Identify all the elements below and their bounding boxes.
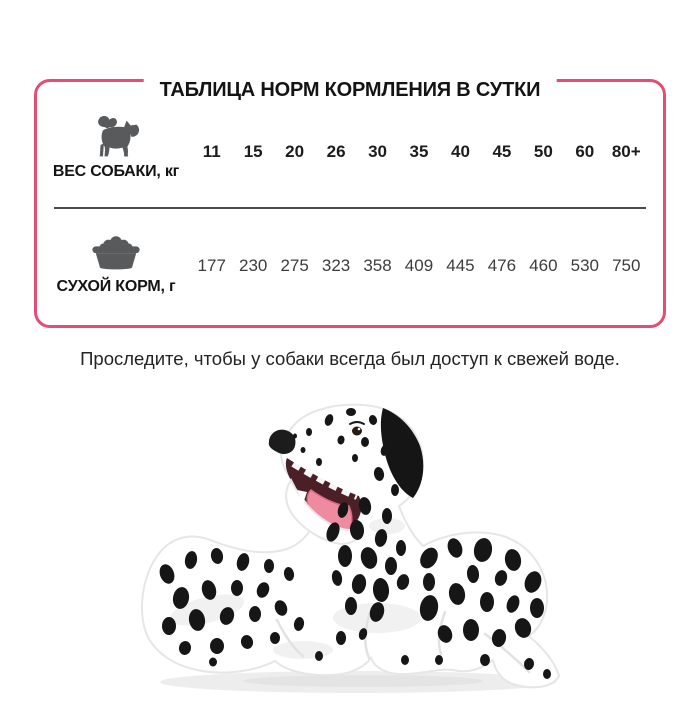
nose xyxy=(269,430,296,454)
weight-value-cell: 26 xyxy=(326,141,346,161)
bowl-icon xyxy=(89,235,143,273)
dalmatian-photo xyxy=(133,398,568,698)
weight-value-cell: 60 xyxy=(575,141,595,161)
food-value-cell: 358 xyxy=(363,255,392,275)
weight-value-cell: 40 xyxy=(450,141,470,161)
ground-shadow xyxy=(160,671,556,693)
weight-value-cell: 20 xyxy=(285,141,305,161)
food-value-cell: 460 xyxy=(529,255,558,275)
food-value-cell: 275 xyxy=(280,255,309,275)
weight-value-cell: 11 xyxy=(202,141,221,161)
food-value-cell: 177 xyxy=(197,255,226,275)
dog-icon xyxy=(90,114,142,158)
food-value-cell: 476 xyxy=(487,255,517,275)
row-label-weight xyxy=(41,108,191,181)
food-value-cell: 750 xyxy=(612,255,641,275)
table-row-food xyxy=(37,209,663,322)
table-title: ТАБЛИЦА НОРМ КОРМЛЕНИЯ В СУТКИ xyxy=(144,77,557,103)
dalmatian-illustration xyxy=(133,398,568,698)
food-value-cell: 530 xyxy=(570,255,599,275)
weight-value-cell: 30 xyxy=(368,141,387,161)
food-value-cell: 230 xyxy=(238,255,268,275)
row-label-food-text: СУХОЙ КОРМ, г xyxy=(56,278,176,295)
feeding-table-card xyxy=(34,79,666,328)
fresh-water-note: Проследите, чтобы у собаки всегда был доступ к свежей воде. xyxy=(80,348,620,369)
food-value-cell: 323 xyxy=(321,255,351,275)
weight-value-cell: 45 xyxy=(492,141,512,161)
weight-value-cell: 80+ xyxy=(611,141,641,161)
weight-value-cell: 35 xyxy=(409,141,429,161)
row-label-weight-text: ВЕС СОБАКИ, кг xyxy=(52,163,180,180)
row-label-food xyxy=(41,235,191,296)
weight-value-cell: 15 xyxy=(243,141,263,161)
food-value-cell: 409 xyxy=(404,255,434,275)
food-value-cell: 445 xyxy=(446,255,475,275)
weight-value-cell: 50 xyxy=(533,141,553,161)
